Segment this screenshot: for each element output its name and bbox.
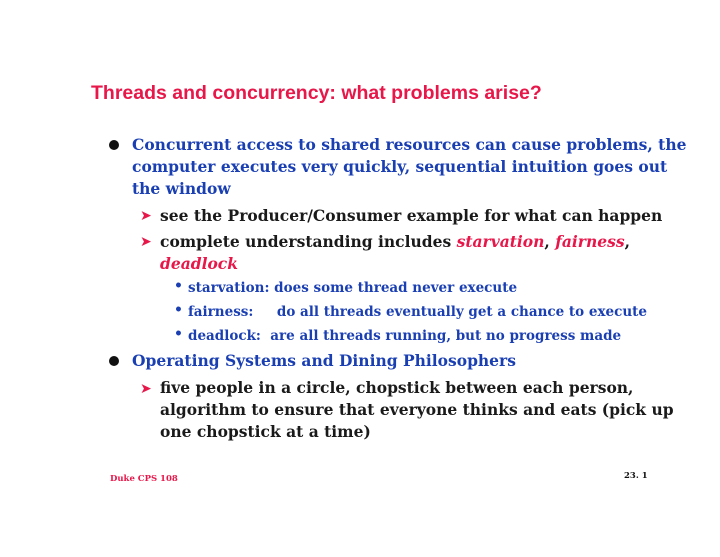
sub-bullet-line: five people in a circle, chopstick between each person, [160,378,634,397]
sub-bullet-line: algorithm to ensure that everyone thinks and eats (pick up [160,400,674,419]
separator: , [544,232,556,251]
arrow-bullet-icon: ➤ [140,208,152,224]
bullet-line: the window [132,179,231,198]
separator: , [624,232,630,251]
sub-bullet-understanding [160,231,630,275]
arrow-bullet-icon: ➤ [140,234,152,250]
bullet-dining-philosophers: Operating Systems and Dining Philosophers [132,351,516,370]
footer-page-number: 23. 1 [624,471,648,481]
small-dot-icon: • [174,278,183,294]
term-fairness: fairness [555,232,625,251]
sub-item-deadlock: deadlock: are all threads running, but no progress made [188,328,622,344]
slide-title: Threads and concurrency: what problems arise? [91,82,542,104]
bullet-dot-icon [109,356,119,366]
arrow-bullet-icon: ➤ [140,381,152,397]
footer-course: Duke CPS 108 [110,474,178,484]
bullet-line: computer executes very quickly, sequential intuition goes out [132,157,668,176]
term-deadlock: deadlock [160,254,238,273]
bullet-dot-icon [109,140,119,150]
sub-item-starvation: starvation: does some thread never execute [188,280,518,296]
sub-bullet-five-people [160,377,674,443]
sub-bullet-line: one chopstick at a time) [160,422,371,441]
small-dot-icon: • [174,302,183,318]
term-starvation: starvation [456,232,545,251]
sub-item-fairness: fairness: do all threads eventually get a chance to execute [188,304,647,320]
bullet-concurrent-access [132,134,686,200]
understanding-text: complete understanding includes [160,232,457,251]
bullet-line: Concurrent access to shared resources can cause problems, the [132,135,687,154]
small-dot-icon: • [174,326,183,342]
sub-bullet-producer: see the Producer/Consumer example for what can happen [160,206,663,225]
